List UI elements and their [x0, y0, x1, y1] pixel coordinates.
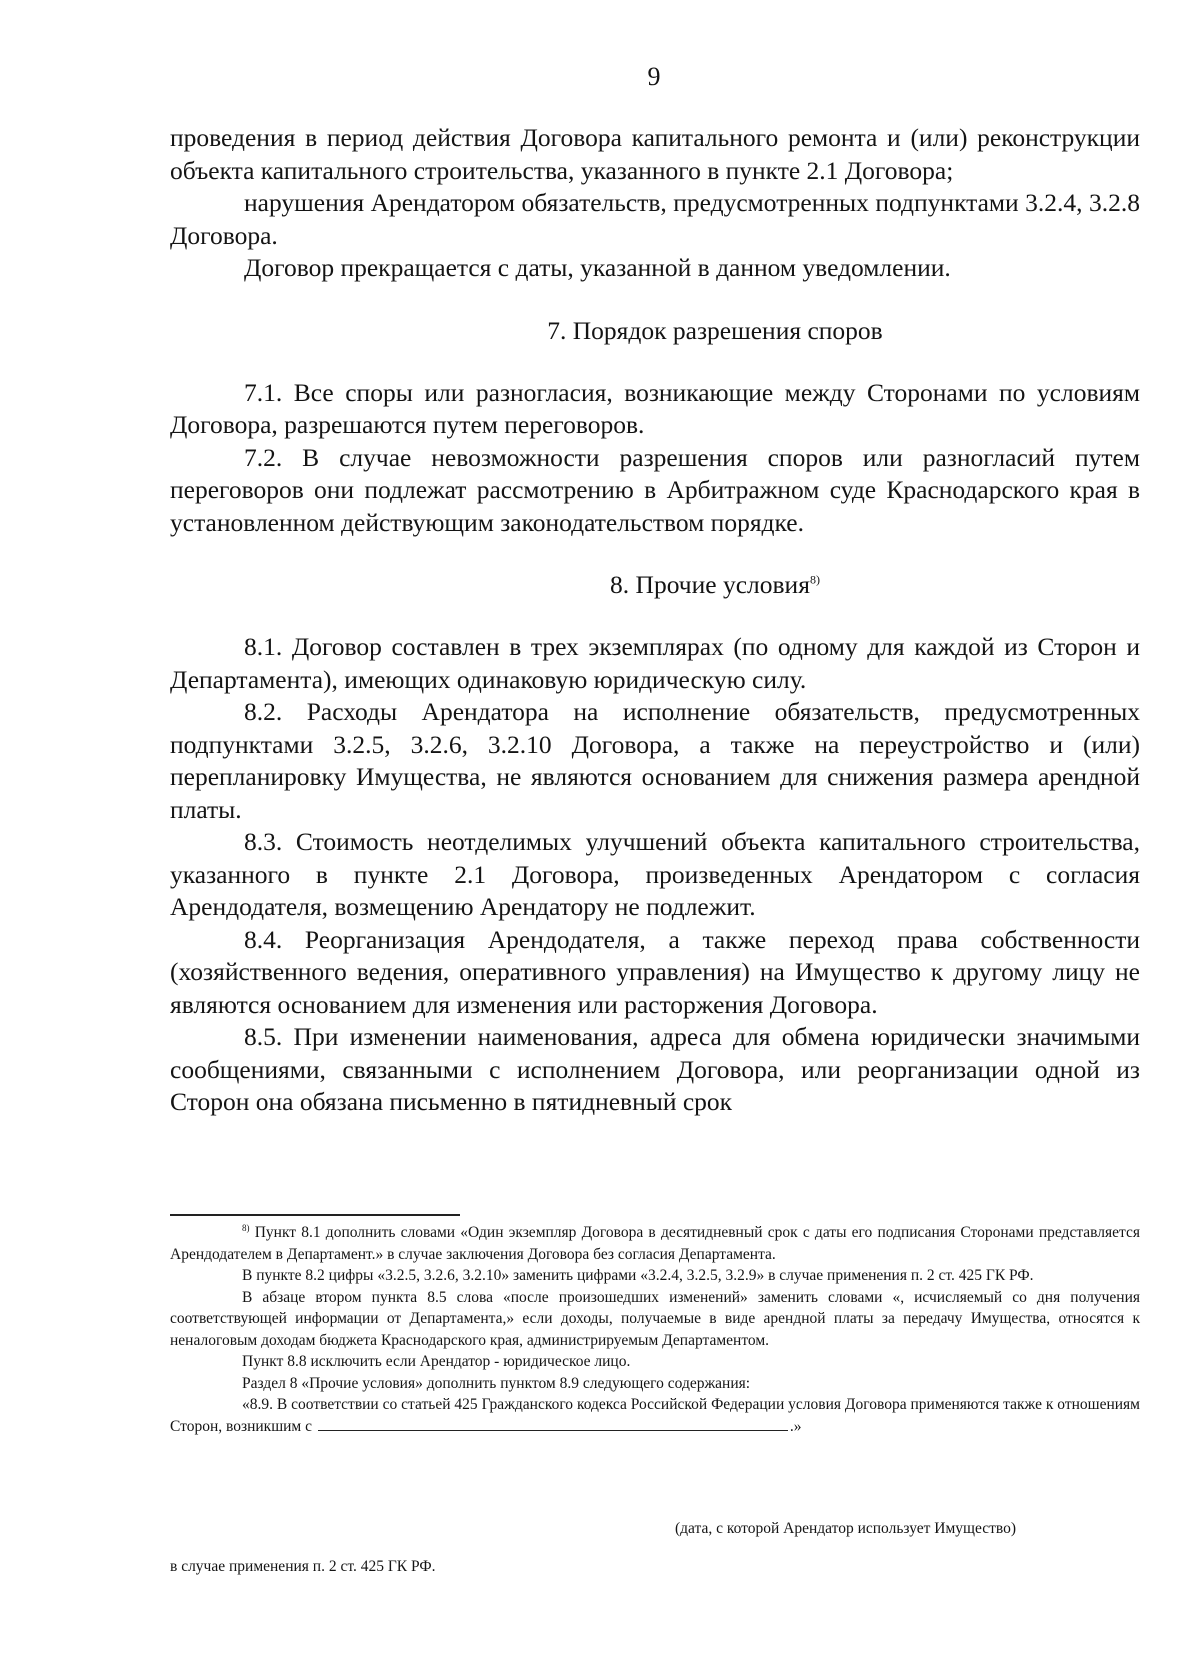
clause-8-3: 8.3. Стоимость неотделимых улучшений объекта капитального строительства, указанного в пункте 2.1 Договора, произведенных Арендатором с согласия Арендодателя, возмещению Арендатору не подлежит.	[170, 827, 1140, 921]
footnote-8-5: В абзаце втором пункта 8.5 слова «после произошедших изменений» заменить словами «, исчисляемый со дня получения соответствующей информации от Департамента,» если доходы, получаемые в виде арендной платы за передачу Имущества, относятся к неналоговым доходам бюджета Краснодарского края, администрируемым Департаментом.	[170, 1288, 1140, 1349]
footnote-8-1-text: Пункт 8.1 дополнить словами «Один экземпляр Договора в десятидневный срок с даты его подписания Сторонами представляется Арендодателем в Департамент.» в случае заключения Договора без согласия Департамента.	[170, 1224, 1140, 1263]
footnote-8-8: Пункт 8.8 исключить если Арендатор - юридическое лицо.	[242, 1353, 631, 1370]
section-8-heading	[170, 569, 1140, 601]
footnote-reference: 8)	[809, 572, 820, 587]
clause-7-2: 7.2. В случае невозможности разрешения споров или разногласий путем переговоров они подлежат рассмотрению в Арбитражном суде Краснодарского края в установленном действующим законодательством порядке.	[170, 442, 1140, 537]
clause-7-1: 7.1. Все споры или разногласия, возникающие между Сторонами по условиям Договора, разрешаются путем переговоров.	[170, 377, 1140, 439]
section-8-title: 8. Прочие условия	[610, 570, 810, 599]
paragraph-violation: нарушения Арендатором обязательств, предусмотренных подпунктами 3.2.4, 3.2.8 Договора.	[170, 188, 1140, 250]
footnote-8-9-text: «8.9. В соответствии со статьей 425 Гражданского кодекса Российской Федерации условия Договора применяются также к отношениям Сторон, возникшим с	[170, 1396, 1140, 1435]
section-7-title: 7. Порядок разрешения споров	[547, 315, 883, 345]
clause-8-1: 8.1. Договор составлен в трех экземплярах (по одному для каждой из Сторон и Департамента), имеющих одинаковую юридическую силу.	[170, 632, 1140, 694]
clause-8-2: 8.2. Расходы Арендатора на исполнение обязательств, предусмотренных подпунктами 3.2.5, 3.2.6, 3.2.10 Договора, а также на переустройство и (или) перепланировку Имущества, не являются основанием для снижения размера арендной платы.	[170, 697, 1140, 824]
footnote-8-9	[170, 1394, 1140, 1437]
clause-8-4: 8.4. Реорганизация Арендодателя, а также переход права собственности (хозяйственного ведения, оперативного управления) на Имущество к другому лицу не являются основанием для изменения или расторжения Договора.	[170, 924, 1140, 1019]
section-7-heading	[170, 315, 1140, 347]
footnote-8-2: В пункте 8.2 цифры «3.2.5, 3.2.6, 3.2.10» заменить цифрами «3.2.4, 3.2.5, 3.2.9» в случае применения п. 2 ст. 425 ГК РФ.	[242, 1267, 1034, 1284]
fill-line-caption: (дата, с которой Арендатор использует Имущество)	[675, 1520, 1016, 1537]
paragraph-capital-repair: проведения в период действия Договора капитального ремонта и (или) реконструкции объекта капитального строительства, указанного в пункте 2.1 Договора;	[170, 123, 1140, 185]
footnote-8-1	[170, 1222, 1140, 1265]
footnote-8-9-end: .»	[789, 1417, 802, 1435]
page-number: 9	[647, 62, 661, 91]
paragraph-termination-date: Договор прекращается с даты, указанной в данном уведомлении.	[244, 253, 951, 282]
footnote-8-9-intro: Раздел 8 «Прочие условия» дополнить пунктом 8.9 следующего содержания:	[242, 1374, 751, 1392]
footnote-marker: 8)	[242, 1222, 250, 1233]
footnote-separator	[170, 1214, 460, 1216]
footnotes	[170, 1222, 1140, 1437]
date-fill-line	[318, 1416, 788, 1431]
clause-8-5: 8.5. При изменении наименования, адреса для обмена юридически значимыми сообщениями, связанными с исполнением Договора, или реорганизации одной из Сторон она обязана письменно в пятидневный срок	[170, 1022, 1140, 1116]
main-text	[170, 122, 1140, 1119]
footnote-tail: в случае применения п. 2 ст. 425 ГК РФ.	[170, 1558, 436, 1575]
